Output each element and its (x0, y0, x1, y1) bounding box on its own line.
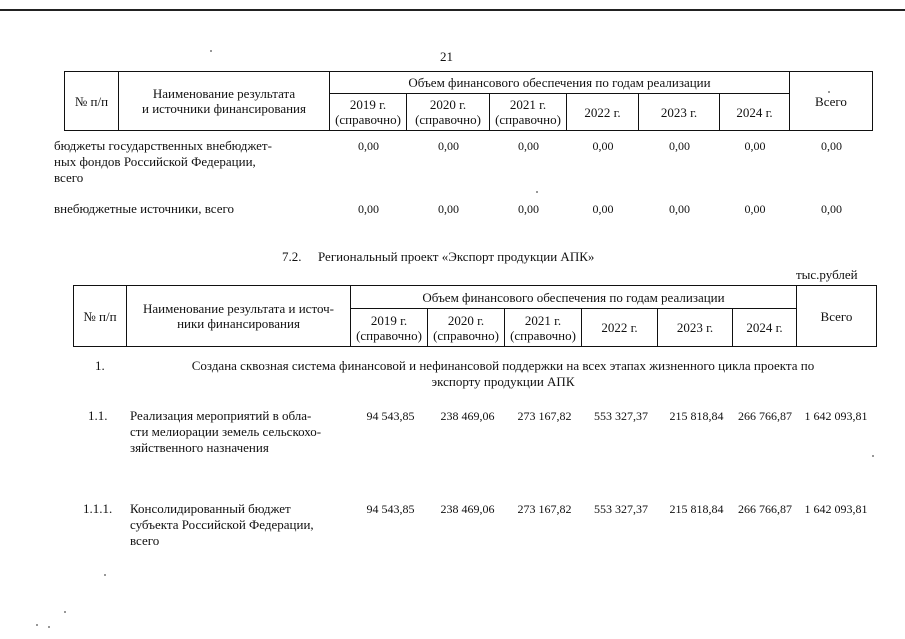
cell-value: 266 766,87 (738, 502, 792, 516)
cell-value: 1 642 093,81 (804, 502, 868, 516)
cell-value: 238 469,06 (440, 409, 495, 423)
cell-value: 0,00 (592, 139, 614, 153)
cell-value: 0,00 (518, 139, 539, 153)
col-header-year: 2022 г. (582, 309, 658, 347)
cell-value: 273 167,82 (517, 502, 572, 516)
col-header-year: 2020 г. (справочно) (407, 94, 490, 131)
row-number: 1.1. (88, 408, 108, 423)
cell-value: 553 327,37 (594, 502, 648, 516)
scan-speck (828, 91, 830, 93)
cell-value: 0,00 (358, 139, 379, 153)
cell-value: 273 167,82 (517, 409, 572, 423)
col-header-year: 2021 г. (справочно) (490, 94, 567, 131)
section-title: Региональный проект «Экспорт продукции АПК» (318, 249, 595, 264)
scan-speck (210, 50, 212, 52)
col-header-year: 2024 г. (733, 309, 797, 347)
table1-header (64, 71, 873, 131)
col-header-number: № п/п (65, 72, 119, 131)
cell-value: 0,00 (518, 202, 539, 216)
col-header-name: Наименование результата и источники финансирования (119, 72, 330, 131)
cell-value: 0,00 (592, 202, 614, 216)
cell-value: 553 327,37 (594, 409, 648, 423)
cell-value: 0,00 (438, 202, 459, 216)
cell-value: 0,00 (744, 139, 766, 153)
col-header-name: Наименование результата и источ- ники финансирования (127, 286, 351, 347)
unit-label: тыс.рублей (796, 267, 858, 282)
cell-value: 0,00 (358, 202, 379, 216)
cell-value: 94 543,85 (366, 502, 415, 516)
col-header-year: 2019 г. (справочно) (330, 94, 407, 131)
cell-value: 238 469,06 (440, 502, 495, 516)
cell-value: 94 543,85 (366, 409, 415, 423)
scan-speck (872, 455, 874, 457)
scan-speck (36, 624, 38, 626)
row-name: бюджеты государственных внебюджет- ных фондов Российской Федерации, всего (54, 138, 272, 185)
col-header-total: Всего (797, 286, 877, 347)
cell-value: 0,00 (669, 139, 690, 153)
col-header-group: Объем финансового обеспечения по годам реализации (330, 72, 790, 94)
table2-header (73, 285, 877, 347)
col-header-year: 2022 г. (567, 94, 639, 131)
row-name: внебюджетные источники, всего (54, 201, 235, 216)
scan-speck (104, 574, 106, 576)
cell-value: 0,00 (821, 139, 842, 153)
col-header-year: 2019 г. (справочно) (351, 309, 428, 347)
col-header-total: Всего (790, 72, 873, 131)
col-header-year: 2021 г. (справочно) (505, 309, 582, 347)
page-number: 21 (440, 49, 453, 64)
group-number: 1. (95, 358, 105, 373)
section-number: 7.2. (282, 249, 302, 264)
cell-value: 1 642 093,81 (804, 409, 868, 423)
scan-speck (64, 611, 66, 613)
row-number: 1.1.1. (83, 501, 113, 516)
row-name: Реализация мероприятий в обла- сти мелиорации земель сельскохо- зяйственного назначения (130, 408, 322, 455)
cell-value: 266 766,87 (738, 409, 792, 423)
col-header-year: 2020 г. (справочно) (428, 309, 505, 347)
col-header-year: 2024 г. (720, 94, 790, 131)
cell-value: 0,00 (438, 139, 459, 153)
scan-top-border (0, 0, 905, 11)
col-header-group: Объем финансового обеспечения по годам реализации (351, 286, 797, 309)
cell-value: 215 818,84 (669, 502, 724, 516)
scan-speck (536, 191, 538, 193)
scan-speck (48, 626, 50, 628)
cell-value: 0,00 (744, 202, 766, 216)
cell-value: 215 818,84 (669, 409, 724, 423)
col-header-year: 2023 г. (639, 94, 720, 131)
cell-value: 0,00 (669, 202, 690, 216)
row-name: Консолидированный бюджет субъекта Российской Федерации, всего (130, 501, 314, 548)
cell-value: 0,00 (821, 202, 842, 216)
col-header-year: 2023 г. (658, 309, 733, 347)
col-header-number: № п/п (74, 286, 127, 347)
group-title: Создана сквозная система финансовой и нефинансовой поддержки на всех этапах жизненного цикла проекта по экспорту продукции АПК (191, 358, 815, 389)
